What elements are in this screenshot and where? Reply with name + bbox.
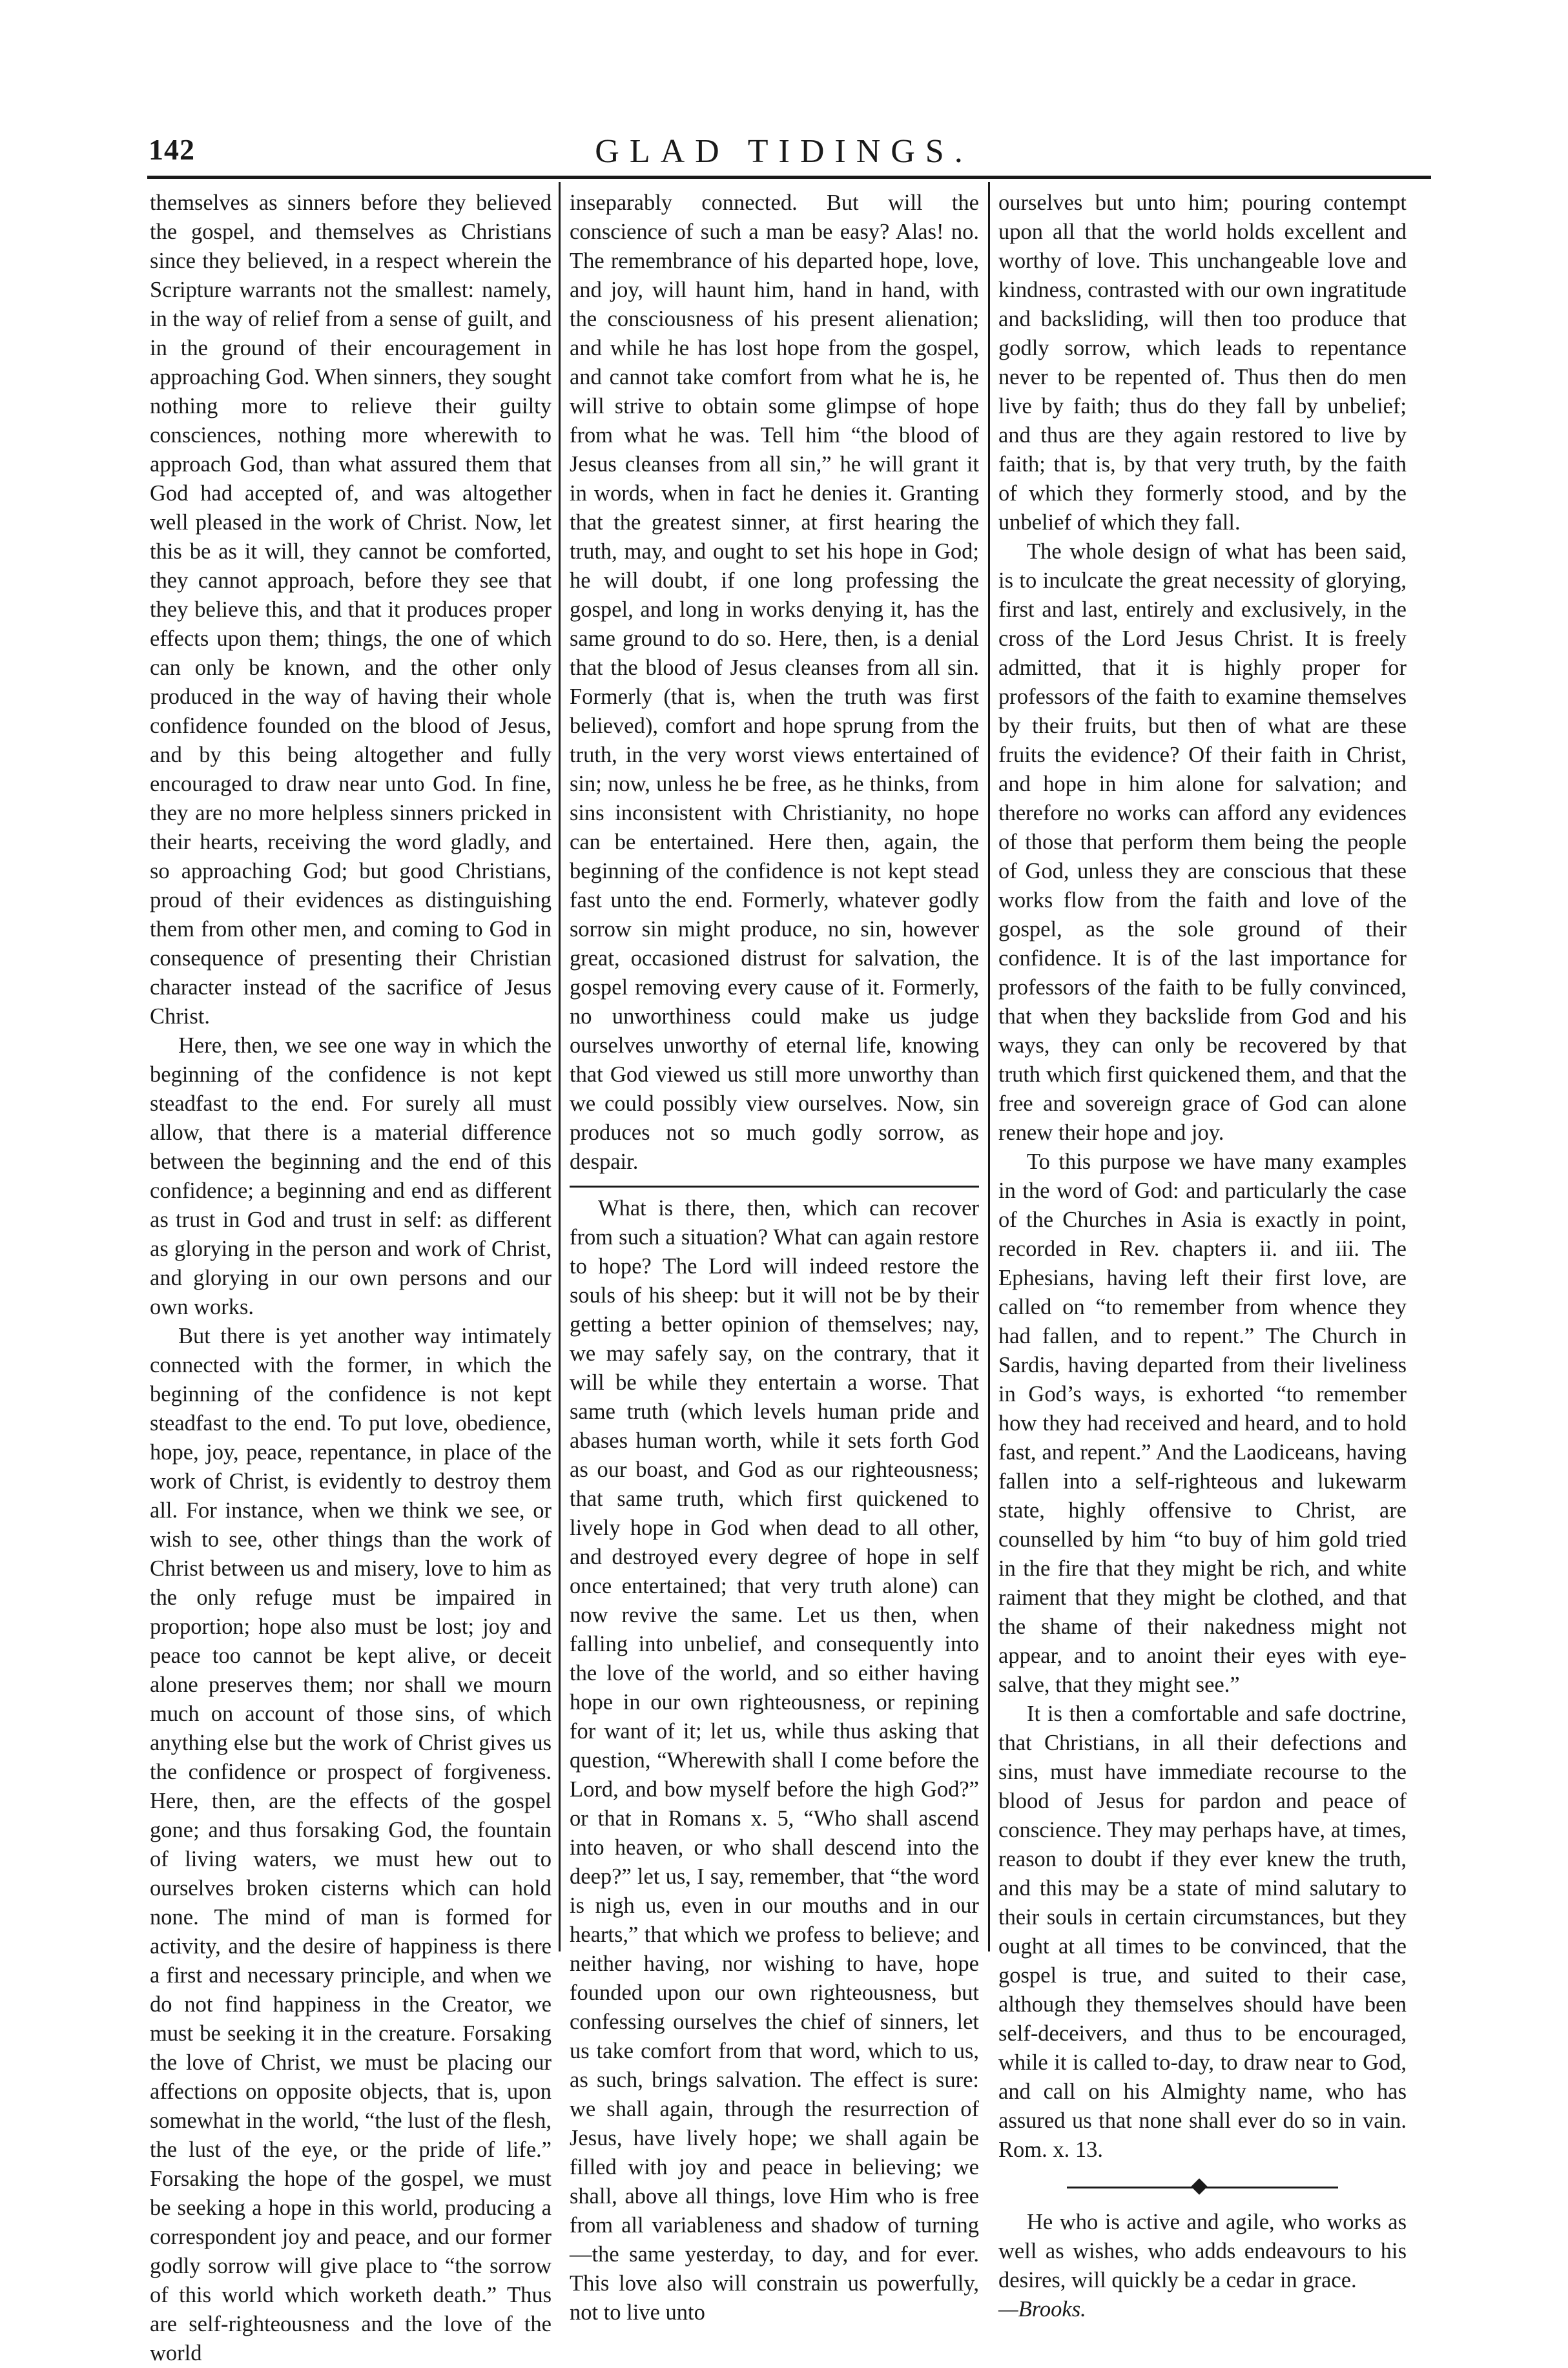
quote-text: He who is active and agile, who works as well as wishes, who adds endeavours to his desires, will quickly be a cedar in grace. — [998, 2210, 1407, 2292]
paragraph: The whole design of what has been said, is to inculcate the great necessity of glorying, first and last, entirely and exclusively, in the cross of the Lord Jesus Christ. It is freely admitted, that it is highly proper for professors of the faith to examine themselves by their fruits, but then of what are these fruits the evidence? Of their faith in Christ, and hope in him alone for salvation; and therefore no works can afford any evidences of those that perform them being the people of God, unless they are conscious that these works flow from the faith and love of the gospel, as the sole ground of their confidence. It is of the last importance for professors of the faith to be fully convinced, that when they backslide from God and his ways, they can only be recovered by that truth which first quickened them, and that the free and sovereign grace of God can alone renew their hope and joy. — [998, 539, 1407, 1145]
paragraph: inseparably connected. But will the conscience of such a man be easy? Alas! no. The remembrance of his departed hope, love, and joy, will haunt him, hand in hand, with the consciousness of his present alienation; and while he has lost hope from the gospel, and cannot take comfort from what he is, he will strive to obtain some glimpse of hope from what he was. Tell him “the blood of Jesus cleanses from all sin,” he will grant it in words, when in fact he denies it. Granting that the greatest sinner, at first hearing the truth, may, and ought to set his hope in God; he will doubt, if one long professing the gospel, and long in works denying it, has the same ground to do so. Here, then, is a denial that the blood of Jesus cleanses from all sin. Formerly (that is, when the truth was first believed), comfort and hope sprung from the truth, in the very worst views entertained of sin; now, unless he be free, as he thinks, from sins inconsistent with Christianity, no hope can be entertained. Here then, again, the beginning of the confidence is not kept stead fast unto the end. Formerly, whatever godly sorrow sin might produce, no sin, however great, occasioned distrust for salvation, the gospel removing every cause of it. Formerly, no unworthiness could make us judge ourselves unworthy of eternal life, knowing that God viewed us still more unworthy than we could possibly view ourselves. Now, sin produces not so much godly sorrow, as despair. — [570, 190, 979, 1174]
column-divider — [559, 182, 561, 1951]
paragraph: What is there, then, which can recover from such a situation? What can again restore to hope? The Lord will indeed restore the souls of his sheep: but it will not be by their getting a better opinion of themselves; nay, we may safely say, on the contrary, that it will be while they entertain a worse. That same truth (which levels human pride and abases human worth, while it sets forth God as our boast, and God as our righteousness; that same truth, which first quickened to lively hope in God when dead to all other, and destroyed every degree of hope in self once entertained; that very truth alone) can now revive the same. Let us then, when falling into unbelief, and consequently into the love of the world, and so either having hope in our own righteousness, or repining for want of it; let us, while thus asking that question, “Wherewith shall I come before the Lord, and bow myself before the high God?” or that in Romans x. 5, “Who shall ascend into heaven, or who shall descend into the deep?” let us, I say, remember, that “the word is nigh us, even in our mouths and in our hearts,” that which we profess to believe; and neither having, nor wishing to have, hope founded upon our own righteousness, but confessing ourselves the chief of sinners, let us take comfort from that word, which to us, as such, brings salvation. The effect is sure: we shall again, through the resurrection of Jesus, have lively hope; we shall again be filled with joy and peace in believing; we shall, above all things, love Him who is free from all variableness and shadow of turning—the same yesterday, to day, and for ever. This love also will constrain us powerfully, not to live unto — [570, 1196, 979, 2325]
paragraph: It is then a comfortable and safe doctrine, that Christians, in all their defections and sins, must have immediate recourse to the blood of Jesus for pardon and peace of conscience. They may perhaps have, at times, reason to doubt if they ever knew the truth, and this may be a state of mind salutary to their souls in certain circumstances, but they ought at all times to be convinced, that the gospel is true, and suited to their case, although they themselves should have been self-deceivers, and thus to be encouraged, while it is called to-day, to draw near to God, and call on his Almighty name, who has assured us that none shall ever do so in vain. Rom. x. 13. — [998, 1702, 1407, 2162]
text-column-1 — [150, 189, 552, 2365]
text-column-3 — [998, 189, 1407, 2322]
closing-quote — [998, 2208, 1407, 2324]
quote-attribution: —Brooks. — [998, 2297, 1086, 2322]
column-divider — [988, 182, 990, 1951]
ornament-divider — [1067, 2187, 1338, 2191]
paragraph: themselves as sinners before they believed the gospel, and themselves as Christians since they believed, in a respect wherein the Scripture warrants not the smallest: namely, in the way of relief from a sense of guilt, and in the ground of their encouragement in approaching God. When sinners, they sought nothing more to relieve their guilty consciences, nothing more wherewith to approach God, than what assured them that God had accepted of, and was altogether well pleased in the work of Christ. Now, let this be as it will, they cannot be comforted, they cannot approach, before they see that they believe this, and that it produces proper effects upon them; things, the one of which can only be known, and the other only produced in the way of having their whole confidence founded on the blood of Jesus, and by this being altogether and fully encouraged to draw near unto God. In fine, they are no more helpless sinners pricked in their hearts, receiving the word gladly, and so approaching God; but good Christians, proud of their evidences as distinguishing them from other men, and coming to God in consequence of presenting their Christian character instead of the sacrifice of Jesus Christ. — [150, 190, 552, 1029]
text-column-2 — [570, 189, 979, 2325]
paragraph: ourselves but unto him; pouring contempt upon all that the world holds excellent and worthy of love. This unchangeable love and kindness, contrasted with our own ingratitude and backsliding, will then too produce that godly sorrow, which leads to repentance never to be repented of. Thus then do men live by faith; thus do they fall by unbelief; and thus are they again restored to live by faith; that is, by that very truth, by the faith of which they formerly stood, and by the unbelief of which they fall. — [998, 190, 1407, 535]
header-rule — [147, 176, 1431, 179]
paragraph: But there is yet another way intimately connected with the former, in which the beginning of the confidence is not kept steadfast to the end. To put love, obedience, hope, joy, peace, repentance, in place of the work of Christ, is evidently to destroy them all. For instance, when we think we see, or wish to see, other things than the work of Christ between us and misery, love to him as the only refuge must be impaired in proportion; hope also must be lost; joy and peace too cannot be kept alive, or deceit alone preserves them; nor shall we mourn much on account of those sins, of which anything else but the work of Christ gives us the confidence or prospect of forgiveness. Here, then, are the effects of the gospel gone; and thus forsaking God, the fountain of living waters, we must hew out to ourselves broken cisterns which can hold none. The mind of man is formed for activity, and the desire of happiness is there a first and necessary principle, and when we do not find happiness in the Creator, we must be seeking it in the creature. Forsaking the love of Christ, we must be placing our affections on opposite objects, that is, upon somewhat in the world, “the lust of the flesh, the lust of the eye, or the pride of life.” Forsaking the hope of the gospel, we must be seeking a hope in this world, producing a correspondent joy and peace, and our former godly sorrow will give place to “the sorrow of this world which worketh death.” Thus are self-righteousness and the love of the world — [150, 1324, 552, 2365]
paragraph: To this purpose we have many examples in the word of God: and particularly the case of the Churches in Asia is exactly in point, recorded in Rev. chapters ii. and iii. The Ephesians, having left their first love, are called on “to remember from whence they had fallen, and to repent.” The Church in Sardis, having departed from their liveliness in God’s ways, is exhorted “to remember how they had received and heard, and to hold fast, and repent.” And the Laodiceans, having fallen into a self-righteous and lukewarm state, highly offensive to Christ, are counselled by him “to buy of him gold tried in the fire that they might be rich, and white raiment that they might be clothed, and that the shame of their nakedness might not appear, and to anoint their eyes with eye-salve, that they might see.” — [998, 1149, 1407, 1697]
section-rule — [570, 1186, 979, 1188]
running-head-title: GLAD TIDINGS. — [595, 133, 973, 170]
page-number: 142 — [149, 133, 195, 166]
diamond-ornament-icon — [1191, 2178, 1207, 2194]
paragraph: Here, then, we see one way in which the beginning of the confidence is not kept steadfast to the end. For surely all must allow, that there is a material difference between the beginning and the end of this confidence; a beginning and end as different as trust in God and trust in self: as different as glorying in the person and work of Christ, and glorying in our own persons and our own works. — [150, 1033, 552, 1319]
